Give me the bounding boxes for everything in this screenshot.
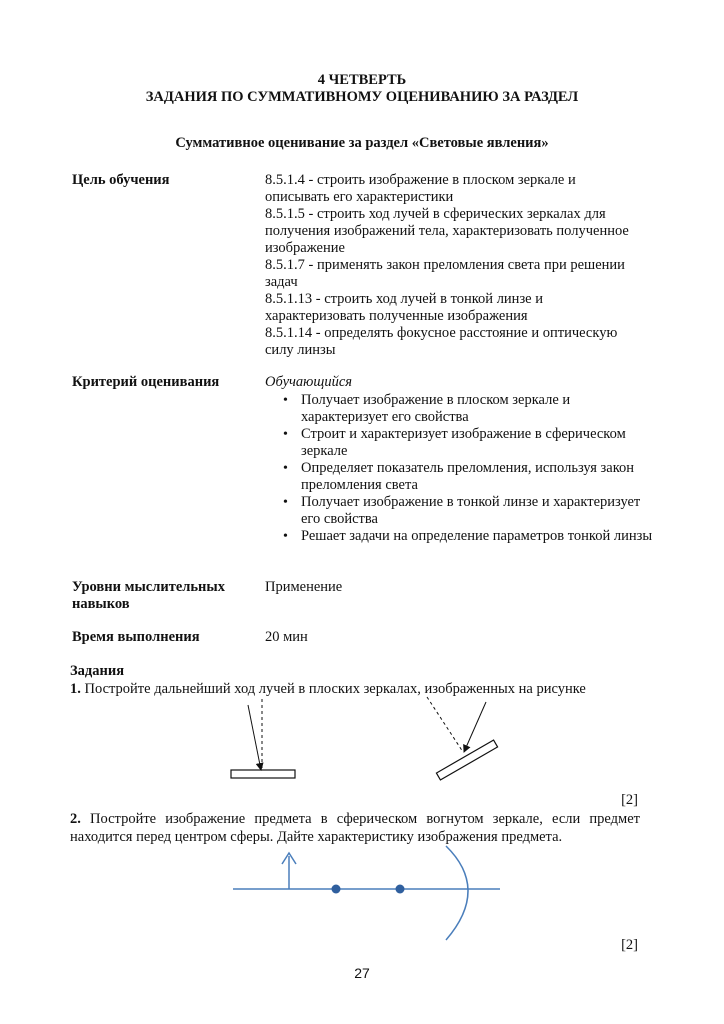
page-number: 27 — [354, 965, 370, 981]
objective-line: 8.5.1.4 - строить изображение в плоском зеркале и — [265, 172, 576, 188]
concave-mirror-diagram — [233, 846, 500, 940]
section-heading: ЗАДАНИЯ ПО СУММАТИВНОМУ ОЦЕНИВАНИЮ ЗА РАЗДЕЛ — [145, 89, 579, 105]
criteria-item: • Получает изображение в плоском зеркале и характеризует его свойства — [265, 392, 655, 426]
skills-value: Применение — [265, 579, 343, 595]
center-point — [332, 885, 341, 894]
focus-point — [396, 885, 405, 894]
objective-line: 8.5.1.14 - определять фокусное расстояние и оптическую — [265, 325, 618, 341]
concave-mirror-arc — [446, 846, 468, 940]
objective-line: силу линзы — [265, 342, 336, 358]
objective-line: получения изображений тела, характеризовать полученное — [265, 223, 629, 239]
flat-mirror-horizontal — [231, 699, 295, 778]
mirror-rect — [231, 770, 295, 778]
assessment-subheading: Суммативное оценивание за раздел «Световые явления» — [175, 135, 549, 151]
criteria-item: • Строит и характеризует изображение в сферическом зеркале — [265, 426, 655, 460]
objectives-label: Цель обучения — [72, 172, 170, 188]
objective-line: 8.5.1.7 - применять закон преломления света при решении — [265, 257, 625, 273]
task2-number: 2. — [70, 811, 81, 827]
skills-label-line: Уровни мыслительных — [72, 579, 225, 595]
objective-line: 8.5.1.13 - строить ход лучей в тонкой линзе и — [265, 291, 543, 307]
objective-line: задач — [265, 274, 298, 290]
time-label: Время выполнения — [72, 629, 200, 645]
objective-line: 8.5.1.5 - строить ход лучей в сферических зеркалах для — [265, 206, 606, 222]
task1-mark: [2] — [621, 792, 638, 808]
task2-text — [70, 810, 640, 846]
normal-dashed-line — [427, 697, 463, 752]
objective-line: изображение — [265, 240, 345, 256]
task2-mark: [2] — [621, 937, 638, 953]
criteria-item: • Получает изображение в тонкой линзе и характеризует его свойства — [265, 494, 655, 528]
incident-ray — [464, 702, 486, 752]
objective-line: описывать его характеристики — [265, 189, 454, 205]
criteria-item: • Определяет показатель преломления, используя закон преломления света — [265, 460, 655, 494]
incident-ray — [248, 705, 261, 770]
task2-body: Постройте изображение предмета в сферическом вогнутом зеркале, если предмет находится перед центром сферы. Дайте характеристику изображения предмета. — [70, 811, 640, 845]
task1-number: 1. — [70, 681, 81, 697]
flat-mirror-tilted — [427, 697, 498, 780]
criteria-label: Критерий оценивания — [72, 374, 220, 390]
quarter-title: 4 ЧЕТВЕРТЬ — [317, 72, 407, 88]
criteria-item: • Решает задачи на определение параметров тонкой линзы — [265, 528, 655, 545]
tasks-heading: Задания — [70, 663, 125, 679]
time-value: 20 мин — [265, 629, 308, 645]
skills-label-line: навыков — [72, 596, 130, 612]
objective-line: характеризовать полученные изображения — [265, 308, 528, 324]
task1-body: Постройте дальнейший ход лучей в плоских зеркалах, изображенных на рисунке — [80, 681, 586, 697]
criteria-intro: Обучающийся — [265, 374, 353, 390]
